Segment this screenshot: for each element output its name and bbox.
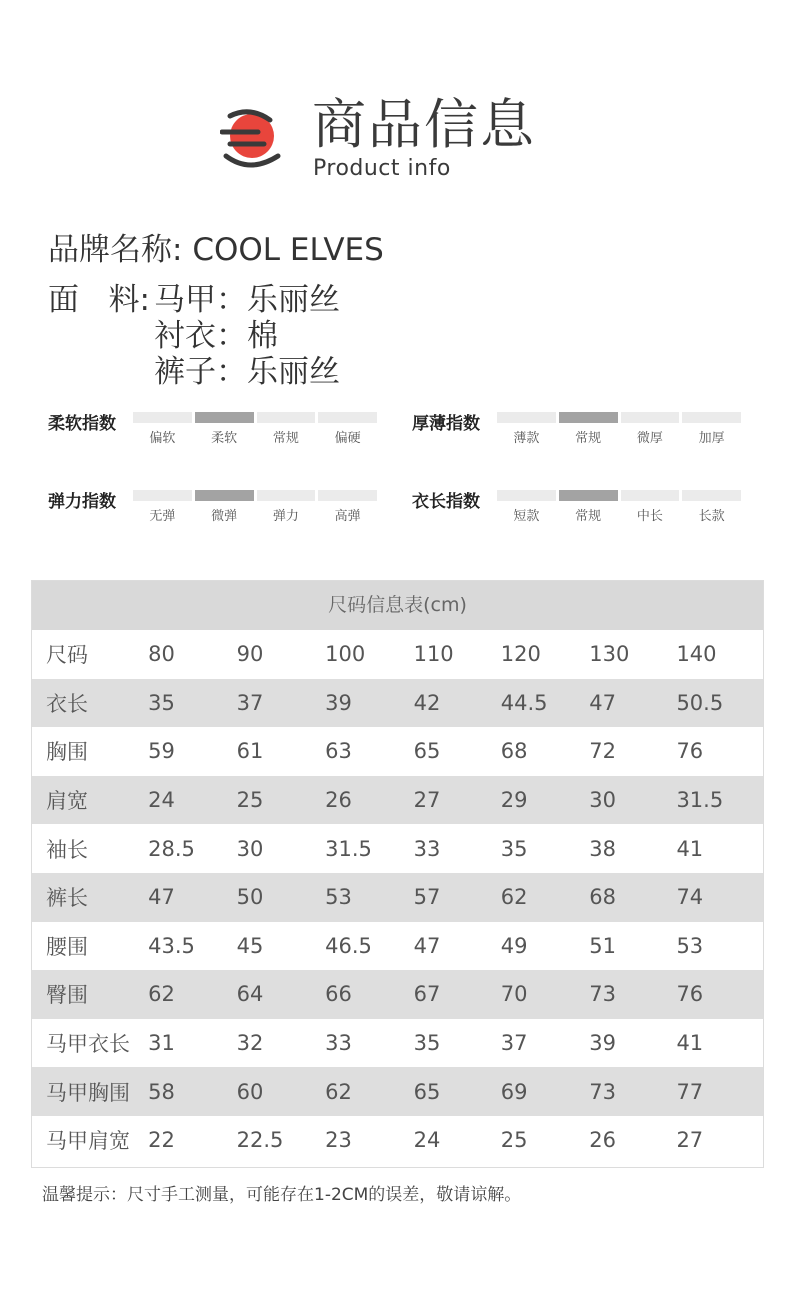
index-bar xyxy=(621,490,680,501)
index-bar xyxy=(133,412,192,423)
table-cell: 110 xyxy=(412,630,499,679)
index-option: 长款 xyxy=(698,509,725,524)
index-option: 微弹 xyxy=(211,509,238,524)
table-cell: 27 xyxy=(674,1116,763,1165)
table-cell: 62 xyxy=(146,970,234,1019)
table-cell: 73 xyxy=(587,970,674,1019)
table-cell: 31.5 xyxy=(674,776,763,825)
table-cell: 38 xyxy=(587,824,674,873)
table-cell: 47 xyxy=(412,922,499,971)
page-title: 商品信息 xyxy=(312,93,536,156)
table-cell: 47 xyxy=(587,679,674,728)
brand-value: COOL ELVES xyxy=(192,232,384,268)
table-cell: 68 xyxy=(587,873,674,922)
row-label: 腰围 xyxy=(32,922,146,971)
table-cell: 28.5 xyxy=(146,824,234,873)
size-table xyxy=(31,580,764,1168)
row-label: 袖长 xyxy=(32,824,146,873)
row-label: 马甲胸围 xyxy=(32,1067,146,1116)
table-row xyxy=(32,727,763,776)
index-option: 短款 xyxy=(513,509,540,524)
table-row xyxy=(32,1116,763,1165)
index-bars xyxy=(133,412,377,423)
fabric-item-pants: 裤子：乐丽丝 xyxy=(154,354,340,390)
table-cell: 29 xyxy=(499,776,587,825)
table-cell: 70 xyxy=(499,970,587,1019)
table-cell: 72 xyxy=(587,727,674,776)
size-table-grid xyxy=(32,630,763,1165)
table-cell: 30 xyxy=(235,824,323,873)
table-cell: 26 xyxy=(323,776,411,825)
table-cell: 33 xyxy=(412,824,499,873)
index-option: 柔软 xyxy=(211,431,238,446)
table-cell: 69 xyxy=(499,1067,587,1116)
table-cell: 39 xyxy=(323,679,411,728)
table-row xyxy=(32,1067,763,1116)
row-label: 裤长 xyxy=(32,873,146,922)
index-bar xyxy=(497,490,556,501)
table-cell: 47 xyxy=(146,873,234,922)
table-cell: 63 xyxy=(323,727,411,776)
index-option: 中长 xyxy=(636,509,663,524)
table-cell: 35 xyxy=(499,824,587,873)
table-cell: 37 xyxy=(499,1019,587,1068)
table-cell: 49 xyxy=(499,922,587,971)
page-header xyxy=(0,0,790,200)
index-label: 柔软指数 xyxy=(48,414,116,434)
index-option: 微厚 xyxy=(636,431,663,446)
index-option: 无弹 xyxy=(149,509,176,524)
elasticity-index xyxy=(48,487,378,537)
index-option: 弹力 xyxy=(272,509,299,524)
size-table-title: 尺码信息表(cm) xyxy=(32,581,763,630)
table-cell: 130 xyxy=(587,630,674,679)
fabric-item-vest: 马甲：乐丽丝 xyxy=(154,282,340,318)
table-cell: 65 xyxy=(412,727,499,776)
table-cell: 76 xyxy=(674,727,763,776)
row-label: 臀围 xyxy=(32,970,146,1019)
table-cell: 22.5 xyxy=(235,1116,323,1165)
index-option: 偏硬 xyxy=(334,431,361,446)
table-cell: 64 xyxy=(235,970,323,1019)
table-cell: 57 xyxy=(412,873,499,922)
table-cell: 42 xyxy=(412,679,499,728)
table-cell: 120 xyxy=(499,630,587,679)
table-cell: 32 xyxy=(235,1019,323,1068)
index-bar xyxy=(497,412,556,423)
table-cell: 44.5 xyxy=(499,679,587,728)
table-cell: 59 xyxy=(146,727,234,776)
table-cell: 39 xyxy=(587,1019,674,1068)
table-row xyxy=(32,1019,763,1068)
table-cell: 74 xyxy=(674,873,763,922)
table-cell: 25 xyxy=(499,1116,587,1165)
table-cell: 33 xyxy=(323,1019,411,1068)
table-cell: 58 xyxy=(146,1067,234,1116)
index-option: 常规 xyxy=(575,431,602,446)
table-cell: 77 xyxy=(674,1067,763,1116)
table-row xyxy=(32,922,763,971)
row-label: 尺码 xyxy=(32,630,146,679)
table-cell: 53 xyxy=(323,873,411,922)
table-cell: 25 xyxy=(235,776,323,825)
table-cell: 100 xyxy=(323,630,411,679)
table-cell: 67 xyxy=(412,970,499,1019)
table-cell: 76 xyxy=(674,970,763,1019)
table-cell: 73 xyxy=(587,1067,674,1116)
table-cell: 66 xyxy=(323,970,411,1019)
index-option: 薄款 xyxy=(513,431,540,446)
table-cell: 90 xyxy=(235,630,323,679)
table-cell: 140 xyxy=(674,630,763,679)
table-cell: 62 xyxy=(323,1067,411,1116)
row-label: 胸围 xyxy=(32,727,146,776)
table-cell: 31 xyxy=(146,1019,234,1068)
index-bar xyxy=(682,412,741,423)
table-cell: 30 xyxy=(587,776,674,825)
index-bar xyxy=(682,490,741,501)
product-info-logo-icon xyxy=(220,108,288,170)
softness-index xyxy=(48,409,378,459)
fabric-label: 面 料: xyxy=(48,282,151,318)
index-bar xyxy=(318,490,377,501)
table-row xyxy=(32,873,763,922)
index-bar xyxy=(195,490,254,501)
table-cell: 50.5 xyxy=(674,679,763,728)
index-bar xyxy=(257,490,316,501)
index-bar xyxy=(559,412,618,423)
index-bar xyxy=(559,490,618,501)
table-row xyxy=(32,970,763,1019)
table-cell: 43.5 xyxy=(146,922,234,971)
index-option: 常规 xyxy=(272,431,299,446)
table-cell: 65 xyxy=(412,1067,499,1116)
index-bar xyxy=(318,412,377,423)
table-cell: 41 xyxy=(674,824,763,873)
table-row xyxy=(32,630,763,679)
table-cell: 45 xyxy=(235,922,323,971)
row-label: 肩宽 xyxy=(32,776,146,825)
table-cell: 24 xyxy=(412,1116,499,1165)
table-cell: 62 xyxy=(499,873,587,922)
index-bar xyxy=(621,412,680,423)
fabric-item-shirt: 衬衣：棉 xyxy=(154,318,278,354)
table-cell: 22 xyxy=(146,1116,234,1165)
table-cell: 50 xyxy=(235,873,323,922)
index-option: 偏软 xyxy=(149,431,176,446)
table-row xyxy=(32,679,763,728)
table-cell: 31.5 xyxy=(323,824,411,873)
table-cell: 53 xyxy=(674,922,763,971)
page-subtitle: Product info xyxy=(313,156,451,181)
measurement-note: 温馨提示：尺寸手工测量，可能存在1-2CM的误差，敬请谅解。 xyxy=(42,1185,522,1205)
table-row xyxy=(32,776,763,825)
table-cell: 60 xyxy=(235,1067,323,1116)
table-cell: 35 xyxy=(146,679,234,728)
index-bars xyxy=(497,412,741,423)
table-cell: 24 xyxy=(146,776,234,825)
table-row xyxy=(32,824,763,873)
table-cell: 51 xyxy=(587,922,674,971)
index-option: 加厚 xyxy=(698,431,725,446)
index-bar xyxy=(195,412,254,423)
thickness-index xyxy=(412,409,742,459)
index-label: 衣长指数 xyxy=(412,492,480,512)
index-bars xyxy=(497,490,741,501)
row-label: 衣长 xyxy=(32,679,146,728)
index-option: 高弹 xyxy=(334,509,361,524)
index-bar xyxy=(257,412,316,423)
table-cell: 27 xyxy=(412,776,499,825)
table-cell: 61 xyxy=(235,727,323,776)
table-cell: 35 xyxy=(412,1019,499,1068)
index-label: 厚薄指数 xyxy=(412,414,480,434)
brand-label: 品牌名称: xyxy=(48,232,183,268)
table-cell: 37 xyxy=(235,679,323,728)
table-cell: 26 xyxy=(587,1116,674,1165)
row-label: 马甲肩宽 xyxy=(32,1116,146,1165)
index-bar xyxy=(133,490,192,501)
table-cell: 23 xyxy=(323,1116,411,1165)
index-label: 弹力指数 xyxy=(48,492,116,512)
index-option: 常规 xyxy=(575,509,602,524)
row-label: 马甲衣长 xyxy=(32,1019,146,1068)
table-cell: 68 xyxy=(499,727,587,776)
table-cell: 80 xyxy=(146,630,234,679)
brand-line xyxy=(48,230,384,270)
index-bars xyxy=(133,490,377,501)
table-cell: 41 xyxy=(674,1019,763,1068)
length-index xyxy=(412,487,742,537)
table-cell: 46.5 xyxy=(323,922,411,971)
